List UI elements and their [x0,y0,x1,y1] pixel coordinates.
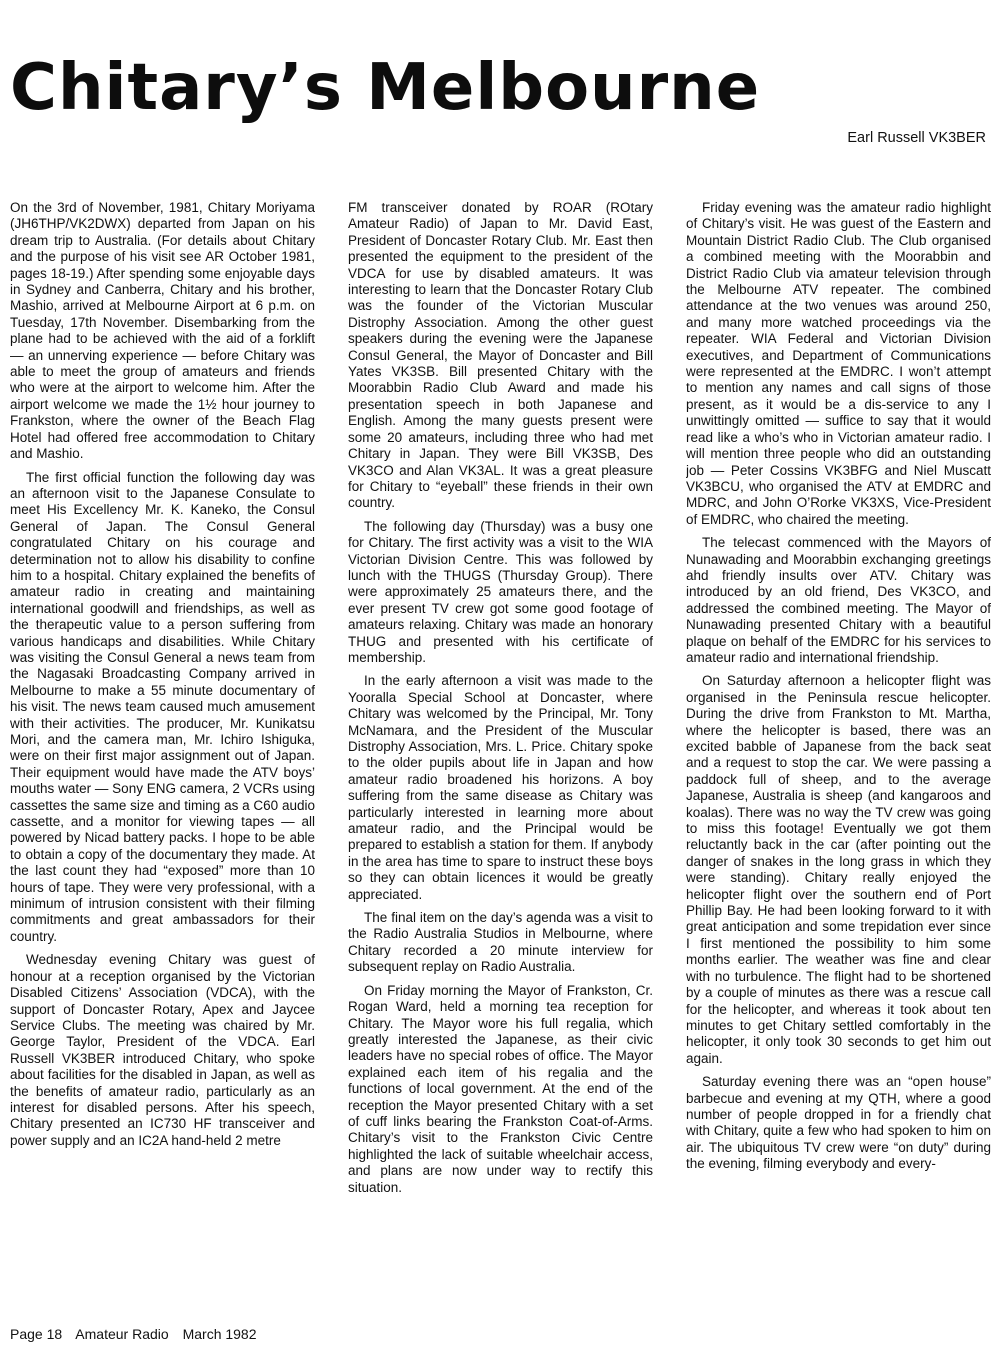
paragraph: The telecast commenced with the Mayors of Nunawading and Moorabbin exchanging greetings ahd friendly insults over ATV. Chitary was introduced by an old friend, Des VK3CO, and addressed the combined meeting. The Mayor of Nunawading presented Chitary with a beautiful plaque on behalf of the EMDRC for his services to amateur radio and international friendship. [686,535,991,665]
page-number: Page 18 [10,1326,63,1342]
paragraph: The following day (Thursday) was a busy one for Chitary. The first activity was a visit to the WIA Victorian Division Centre. This was followed by lunch with the THUGS (Thursday Group). There were approximately 25 amateurs there, and the ever present TV crew got some good footage of amateurs relaxing. Chitary was made an honorary THUG and presented with his certificate of membership. [348,518,653,665]
text-column-1 [10,200,315,1318]
paragraph: The final item on the day’s agenda was a visit to the Radio Australia Studios in Melbourne, where Chitary recorded a 20 minute interview for subsequent replay on Radio Australia. [348,910,653,975]
text-column-2 [348,200,653,1318]
paragraph: Saturday evening there was an “open house” barbecue and evening at my QTH, where a good number of people dropped in for a friendly chat with Chitary, quite a few who had spoken to him on air. The ubiquitous TV crew were “on duty” during the evening, filming everybody and every- [686,1074,991,1172]
paragraph: In the early afternoon a visit was made to the Yooralla Special School at Doncaster, where Chitary was welcomed by the Principal, Mr. Tony McNamara, and the President of the Muscular Distrophy Association, Mrs. L. Price. Chitary spoke to the older pupils about life in Japan and how amateur radio broadened his horizons. A boy suffering from the same disease as Chitary was particularly interested in learning more about amateur radio, and the Principal would be prepared to establish a station for them. If anybody in the area has time to spare to instruct these boys so they can obtain licences it would be greatly appreciated. [348,673,653,902]
paragraph: Friday evening was the amateur radio highlight of Chitary’s visit. He was guest of the Eastern and Mountain District Radio Club. The Club organised a combined meeting with the Moorabbin and District Radio Club via amateur television through the Melbourne ATV repeater. The combined attendance at the two venues was around 250, and many more watched proceedings via the repeater. WIA Federal and Victorian Division executives, and Department of Communications were represented at the EMDRC. I won’t attempt to mention any names and call signs of those present, as it would be a dis-service to any I unwittingly omitted — suffice to say that it would read like a who’s who in Victorian amateur radio. I will mention three people who did an outstanding job — Peter Cossins VK3BFG and Niel Muscatt VK3BCU, who organised the ATV at EMDRC and MDRC, and John O’Rorke VK3XS, Vice-President of EMDRC, who chaired the meeting. [686,200,991,527]
article-title: Chitary’s Melbourne [10,51,761,125]
paragraph: FM transceiver donated by ROAR (ROtary Amateur Radio) of Japan to Mr. David East, President of Doncaster Rotary Club. Mr. East then presented the equipment to the president of the VDCA for use by disabled amateurs. It was interesting to learn that the Doncaster Rotary Club was the founder of the Victorian Muscular Distrophy Association. Among the other guest speakers during the evening were the Japanese Consul General, the Mayor of Doncaster and Bill Yates VK3SB. Bill presented Chitary with the Moorabbin Radio Club Award and made his presentation speech in both Japanese and English. Among the many guests present were some 20 amateurs, including three who had met Chitary in Japan. They were Bill VK3SB, Des VK3CO and Alan VK3AL. It was a great pleasure for Chitary to “eyeball” these friends in their own country. [348,200,653,511]
issue-date: March 1982 [182,1326,257,1342]
publication-name: Amateur Radio [75,1326,169,1342]
paragraph: The first official function the following day was an afternoon visit to the Japanese Consulate to meet His Excellency Mr. K. Kaneko, the Consul General of Japan. The Consul General congratulated Chitary on his courage and determination not to allow his disability to confine him to a hospital. Chitary explained the benefits of amateur radio in creating and maintaining international goodwill and friendships, as well as the therapeutic value to a person suffering from various handicaps and disabilities. While Chitary was visiting the Consul General a news team from the Nagasaki Broadcasting Company arrived in Melbourne to make a 55 minute documentary of his visit. The news team caused much amusement with their activities. The producer, Mr. Kunikatsu Mori, and the camera man, Mr. Ichiro Ishiguka, were on their first major assignment out of Japan. Their equipment would have made the ATV boys’ mouths water — Sony ENG camera, 2 VCRs using cassettes the same size and timing as a C60 audio cassette, and a monitor for viewing tapes — all powered by Nicad battery packs. I hope to be able to obtain a copy of the documentary they made. At the last count they had “exposed” more than 10 hours of tape. They were very professional, with a minimum of intrusion consistent with their filming commitments and great ambassadors for their country. [10,469,315,944]
paragraph: On Saturday afternoon a helicopter flight was organised in the Peninsula rescue helicopter. During the drive from Frankston to Mt. Martha, where the helicopter is based, there was an excited babble of Japanese from the back seat and a request to stop the car. We were passing a paddock full of sheep, and to the average Japanese, Australia is sheep (and kangaroos and koalas). There was no way the TV crew was going to miss this footage! Eventually we got them reluctantly back in the car (after pointing out the danger of snakes in the long grass in which they were standing). Chitary really enjoyed the helicopter flight over the southern end of Port Phillip Bay. He had been looking forward to it with great anticipation and some trepidation ever since I first mentioned the possibility to him some months earlier. The weather was fine and clear with no turbulence. The flight had to be shortened by a couple of minutes as there was a rescue call for the helicopter, and whereas it took about ten minutes to get Chitary settled comfortably in the helicopter, it only took 30 seconds to get him out again. [686,673,991,1066]
text-column-3 [686,200,991,1318]
paragraph: Wednesday evening Chitary was guest of honour at a reception organised by the Victorian Disabled Citizens’ Association (VDCA), with the support of Doncaster Rotary, Apex and Jaycee Service Clubs. The meeting was chaired by Mr. George Taylor, President of the VDCA. Earl Russell VK3BER introduced Chitary, who spoke about facilities for the disabled in Japan, as well as the benefits of amateur radio, particularly as an interest for disabled persons. After his speech, Chitary presented an IC730 HF transceiver and power supply and an IC2A hand-held 2 metre [10,952,315,1148]
paragraph: On the 3rd of November, 1981, Chitary Moriyama (JH6THP/VK2DWX) departed from Japan on his dream trip to Australia. (For details about Chitary and the purpose of his visit see AR October 1981, pages 18-19.) After spending some enjoyable days in Sydney and Canberra, Chitary and his brother, Mashio, arrived at Melbourne Airport at 6 p.m. on Tuesday, 17th November. Disembarking from the plane had to be achieved with the aid of a forklift — an unnerving experience — before Chitary was able to meet the group of amateurs and friends who were at the airport to welcome him. After the airport welcome we made the 1½ hour journey to Frankston, where the owner of the Beach Flag Hotel had offered free accommodation to Chitary and Mashio. [10,200,315,462]
author-byline: Earl Russell VK3BER [847,130,986,146]
paragraph: On Friday morning the Mayor of Frankston, Cr. Rogan Ward, held a morning tea reception for Chitary. The Mayor wore his full regalia, which greatly interested the Japanese, as their civic leaders have no special robes of office. The Mayor explained each item of his regalia and the functions of local government. At the end of the reception the Mayor presented Chitary with a set of cuff links bearing the Frankston Coat-of-Arms. Chitary’s visit to the Frankston Civic Centre highlighted the lack of suitable wheelchair access, and plans are now under way to rectify this situation. [348,982,653,1195]
page-footer [10,1326,267,1342]
